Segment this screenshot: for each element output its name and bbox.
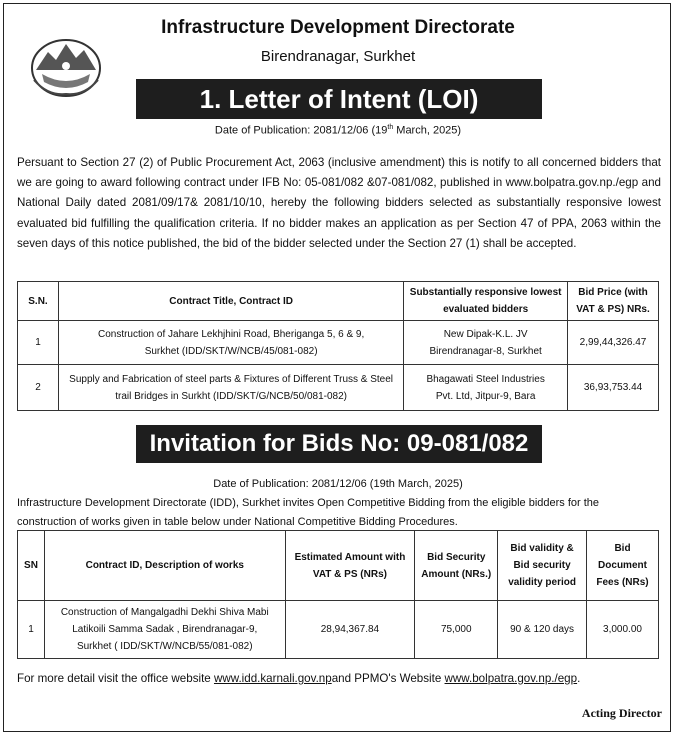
idd-website-link[interactable]: www.idd.karnali.gov.np	[213, 672, 332, 685]
table-header-row	[18, 531, 659, 601]
table-cell: 2	[18, 365, 59, 411]
footer-text: For more detail visit the office website www.idd.karnali.gov.npand PPMO's Website www.bolpatra.gov.np./egp.	[17, 672, 581, 685]
ifb-banner: Invitation for Bids No: 09-081/082	[136, 425, 542, 463]
ifb-paragraph: Infrastructure Development Directorate (IDD), Surkhet invites Open Competitive Bidding from the eligible bidders for the construction of works given in table below under National Competitive Bidding Procedures.	[17, 497, 600, 528]
column-header: Bid validity & Bid security validity period	[498, 531, 587, 601]
column-header: SN	[18, 531, 45, 601]
table-cell: 36,93,753.44	[568, 365, 659, 411]
ifb-table	[17, 530, 659, 659]
column-header: Bid Security Amount (NRs.)	[415, 531, 498, 601]
column-header: Contract ID, Description of works	[44, 531, 285, 601]
nepal-emblem-icon	[28, 30, 104, 100]
loi-publication-date: Date of Publication: 2081/12/06 (19th March, 2025)	[214, 124, 462, 137]
loi-table	[17, 281, 659, 411]
bolpatra-website-link[interactable]: www.bolpatra.gov.np./egp	[444, 672, 578, 685]
ifb-publication-date: Date of Publication: 2081/12/06 (19th March, 2025)	[213, 478, 463, 490]
table-header-row	[18, 282, 659, 321]
table-cell: Construction of Jahare Lekhjhini Road, Bheriganga 5, 6 & 9, Surkhet (IDD/SKT/W/NCB/45/081-082)	[58, 321, 403, 365]
org-title: Infrastructure Development Directorate	[161, 17, 515, 38]
column-header: Bid Price (with VAT & PS) NRs.	[568, 282, 659, 321]
table-cell: Bhagawati Steel Industries Pvt. Ltd, Jitpur-9, Bara	[404, 365, 568, 411]
table-cell: Supply and Fabrication of steel parts & Fixtures of Different Truss & Steel trail Bridges in Surkht (IDD/SKT/G/NCB/50/081-082)	[58, 365, 403, 411]
table-cell: 75,000	[415, 601, 498, 659]
column-header: Contract Title, Contract ID	[58, 282, 403, 321]
column-header: Estimated Amount with VAT & PS (NRs)	[285, 531, 415, 601]
table-row	[18, 601, 659, 659]
table-cell: 90 & 120 days	[498, 601, 587, 659]
table-cell: 1	[18, 601, 45, 659]
signature-title: Acting Director	[581, 706, 662, 720]
table-cell: Construction of Mangalgadhi Dekhi Shiva Mabi Latikoili Samma Sadak , Birendranagar-9, Surkhet ( IDD/SKT/W/NCB/55/081-082)	[44, 601, 285, 659]
table-cell: New Dipak-K.L. JV Birendranagar-8, Surkhet	[404, 321, 568, 365]
loi-paragraph: Persuant to Section 27 (2) of Public Procurement Act, 2063 (inclusive amendment) this is notify to all concerned bidders that we are going to award following contract under IFB No: 05-081/082 &07-081/082, published in www.bolpatra.gov.np./egp and National Daily dated 2081/09/17& 2081/10/10, hereby the following bidders selected as substantially responsive lowest evaluated bid fulfilling the qualification criteria. If no bidder makes an application as per Section 47 of PPA, 2063 within the seven days of this notice published, the bid of the bidder selected under the Section 27 (1) shall be accepted.	[17, 156, 661, 250]
column-header: Substantially responsive lowest evaluated bidders	[404, 282, 568, 321]
table-cell: 2,99,44,326.47	[568, 321, 659, 365]
column-header: Bid Document Fees (NRs)	[587, 531, 659, 601]
table-cell: 3,000.00	[587, 601, 659, 659]
org-subtitle: Birendranagar, Surkhet	[260, 48, 416, 65]
column-header: S.N.	[18, 282, 59, 321]
loi-banner: 1. Letter of Intent (LOI)	[136, 79, 542, 119]
table-row	[18, 365, 659, 411]
table-cell: 1	[18, 321, 59, 365]
table-cell: 28,94,367.84	[285, 601, 415, 659]
table-row	[18, 321, 659, 365]
